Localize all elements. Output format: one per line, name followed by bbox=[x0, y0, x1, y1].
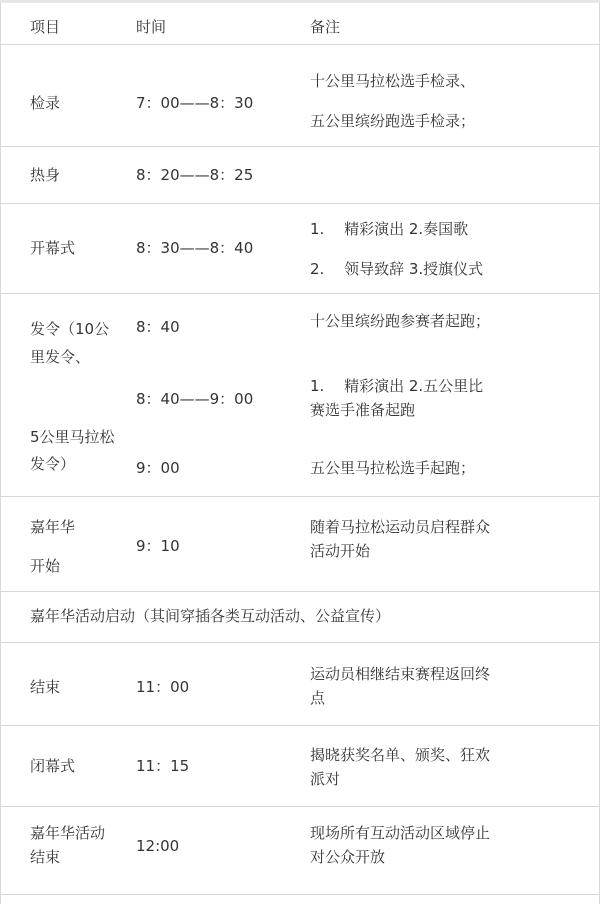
start-note-2b: 赛选手准备起跑 bbox=[310, 401, 416, 419]
header-item: 项目 bbox=[30, 18, 61, 36]
start-time-2: 8：40——9：00 bbox=[136, 390, 254, 408]
opening-note-1: 1. 精彩演出 2.奏国歌 bbox=[310, 220, 469, 238]
carnival-end-item-line-1: 嘉年华活动 bbox=[30, 824, 106, 842]
row-separator bbox=[1, 496, 599, 497]
row-separator bbox=[1, 591, 599, 592]
start-time-3: 9：00 bbox=[136, 459, 180, 477]
closing-time: 11：15 bbox=[136, 757, 190, 775]
finish-item: 结束 bbox=[30, 678, 61, 696]
opening-item: 开幕式 bbox=[30, 239, 76, 257]
top-border bbox=[0, 0, 600, 3]
start-item-line-4: 发令） bbox=[30, 455, 76, 473]
row-separator bbox=[1, 44, 599, 45]
opening-time: 8：30——8：40 bbox=[136, 239, 254, 257]
warmup-item: 热身 bbox=[30, 166, 61, 184]
closing-note-2: 派对 bbox=[310, 770, 341, 788]
row-separator bbox=[1, 725, 599, 726]
checkin-note-1: 十公里马拉松选手检录、 bbox=[310, 72, 476, 90]
checkin-item: 检录 bbox=[30, 94, 61, 112]
start-item-line-1: 发令（10公 bbox=[30, 320, 110, 338]
closing-note-1: 揭晓获奖名单、颁奖、狂欢 bbox=[310, 746, 491, 764]
closing-item: 闭幕式 bbox=[30, 757, 76, 775]
start-time-1: 8：40 bbox=[136, 318, 180, 336]
carnival-end-item-line-2: 结束 bbox=[30, 848, 61, 866]
finish-time: 11：00 bbox=[136, 678, 190, 696]
start-note-2a: 1. 精彩演出 2.五公里比 bbox=[310, 377, 484, 395]
carnival-time: 9：10 bbox=[136, 537, 180, 555]
checkin-time: 7：00——8：30 bbox=[136, 94, 254, 112]
start-note-1: 十公里缤纷跑参赛者起跑； bbox=[310, 312, 491, 330]
row-separator bbox=[1, 642, 599, 643]
warmup-time: 8：20——8：25 bbox=[136, 166, 254, 184]
checkin-note-2: 五公里缤纷跑选手检录； bbox=[310, 112, 476, 130]
row-separator bbox=[1, 894, 599, 895]
carnival-end-note-2: 对公众开放 bbox=[310, 848, 386, 866]
finish-note-1: 运动员相继结束赛程返回终 bbox=[310, 665, 491, 683]
row-separator bbox=[1, 293, 599, 294]
start-item-line-3: 5公里马拉松 bbox=[30, 428, 115, 446]
row-separator bbox=[1, 146, 599, 147]
carnival-launch-text: 嘉年华活动启动（其间穿插各类互动活动、公益宣传） bbox=[30, 607, 391, 625]
carnival-note-2: 活动开始 bbox=[310, 542, 371, 560]
row-separator bbox=[1, 203, 599, 204]
start-item-line-2: 里发令、 bbox=[30, 348, 91, 366]
opening-note-2: 2. 领导致辞 3.授旗仪式 bbox=[310, 260, 484, 278]
carnival-note-1: 随着马拉松运动员启程群众 bbox=[310, 518, 491, 536]
finish-note-2: 点 bbox=[310, 689, 326, 707]
row-separator bbox=[1, 806, 599, 807]
header-time: 时间 bbox=[136, 18, 167, 36]
carnival-item-line-2: 开始 bbox=[30, 557, 61, 575]
header-note: 备注 bbox=[310, 18, 341, 36]
carnival-end-note-1: 现场所有互动活动区域停止 bbox=[310, 824, 491, 842]
carnival-end-time: 12:00 bbox=[136, 837, 180, 855]
carnival-item-line-1: 嘉年华 bbox=[30, 518, 76, 536]
start-note-3: 五公里马拉松选手起跑； bbox=[310, 459, 476, 477]
